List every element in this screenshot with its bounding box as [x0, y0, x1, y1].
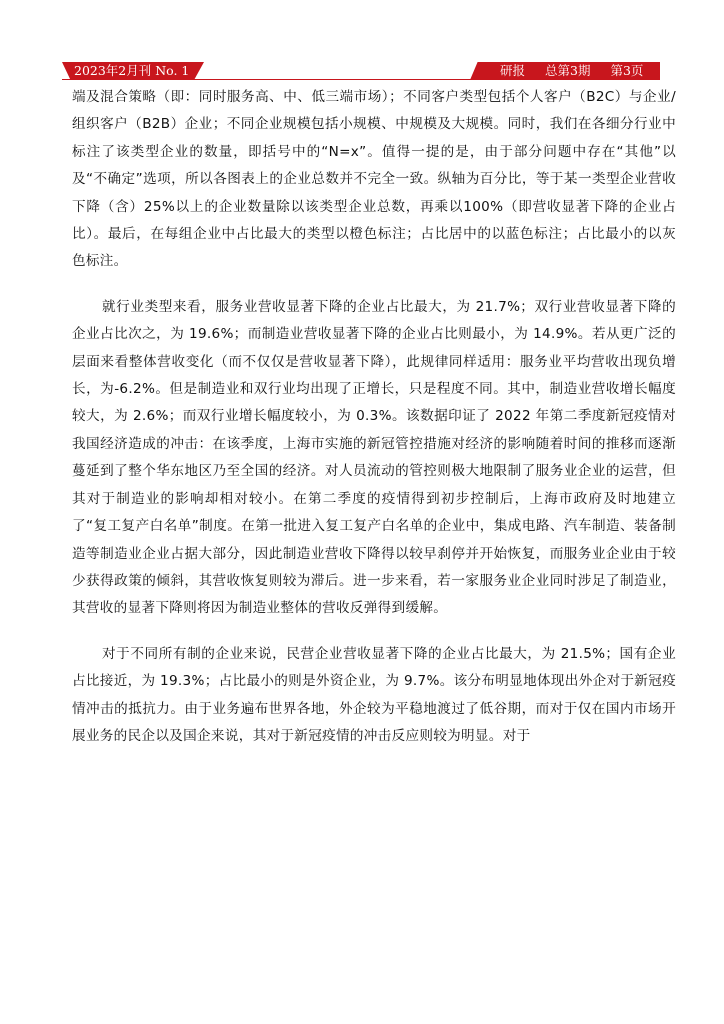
- page-header: [0, 0, 724, 90]
- paragraph-continued: 端及混合策略（即：同时服务高、中、低三端市场）；不同客户类型包括个人客户（B2C）与企业/组织客户（B2B）企业；不同企业规模包括小规模、中规模及大规模。同时，我们在各细分行业中标注了该类型企业的数量，即括号中的“N=x”。值得一提的是，由于部分问题中存在“其他”以及“不确定”选项，所以各图表上的企业总数并不完全一致。纵轴为百分比，等于某一类型企业营收下降（含）25%以上的企业数量除以该类型企业总数，再乘以100%（即营收显著下降的企业占比）。最后，在每组企业中占比最大的类型以橙色标注；占比居中的以蓝色标注；占比最小的以灰色标注。: [72, 89, 676, 270]
- issue-date-label: 2023年2月刊 No. 1: [74, 63, 190, 78]
- issue-number: 总第3期: [545, 63, 591, 78]
- page-number: 第3页: [610, 63, 644, 78]
- paragraph-industry-type: 就行业类型来看，服务业营收显著下降的企业占比最大，为 21.7%；双行业营收显著下降的企业占比次之，为 19.6%；而制造业营收显著下降的企业占比则最小，为 14.9%。若从更广泛的层面来看整体营收变化（而不仅仅是营收显著下降），此规律同样适用：服务业平均营收出现负增长，为-6.2%。但是制造业和双行业均出现了正增长，只是程度不同。其中，制造业营收增长幅度较大，为 2.6%；而双行业增长幅度较小，为 0.3%。该数据印证了 2022 年第二季度新冠疫情对我国经济造成的冲击：在该季度，上海市实施的新冠管控措施对经济的影响随着时间的推移而逐渐蔓延到了整个华东地区乃至全国的经济。对人员流动的管控则极大地限制了服务业企业的运营，但其对于制造业的影响却相对较小。在第二季度的疫情得到初步控制后，上海市政府及时地建立了“复工复产白名单”制度。在第一批进入复工复产白名单的企业中，集成电路、汽车制造、装备制造等制造业企业占据大部分，因此制造业营收下降得以较早刹停并开始恢复，而服务业企业由于较少获得政策的倾斜，其营收恢复则较为滞后。进一步来看，若一家服务业企业同时涉足了制造业，其营收的显著下降则将因为制造业整体的营收反弹得到缓解。: [72, 298, 676, 617]
- series-label: 研报: [500, 63, 526, 78]
- article-body: [72, 84, 676, 750]
- paragraph-ownership-type: 对于不同所有制的企业来说，民营企业营收显著下降的企业占比最大，为 21.5%；国有企业占比接近，为 19.3%；占比最小的则是外资企业，为 9.7%。该分布明显地体现出外企对于新冠疫情冲击的抵抗力。由于业务遍布世界各地，外企较为平稳地渡过了低谷期，而对于仅在国内市场开展业务的民企以及国企来说，其对于新冠疫情的冲击反应则较为明显。对于: [72, 645, 676, 744]
- header-rule: [62, 79, 660, 80]
- issue-info: [500, 63, 643, 79]
